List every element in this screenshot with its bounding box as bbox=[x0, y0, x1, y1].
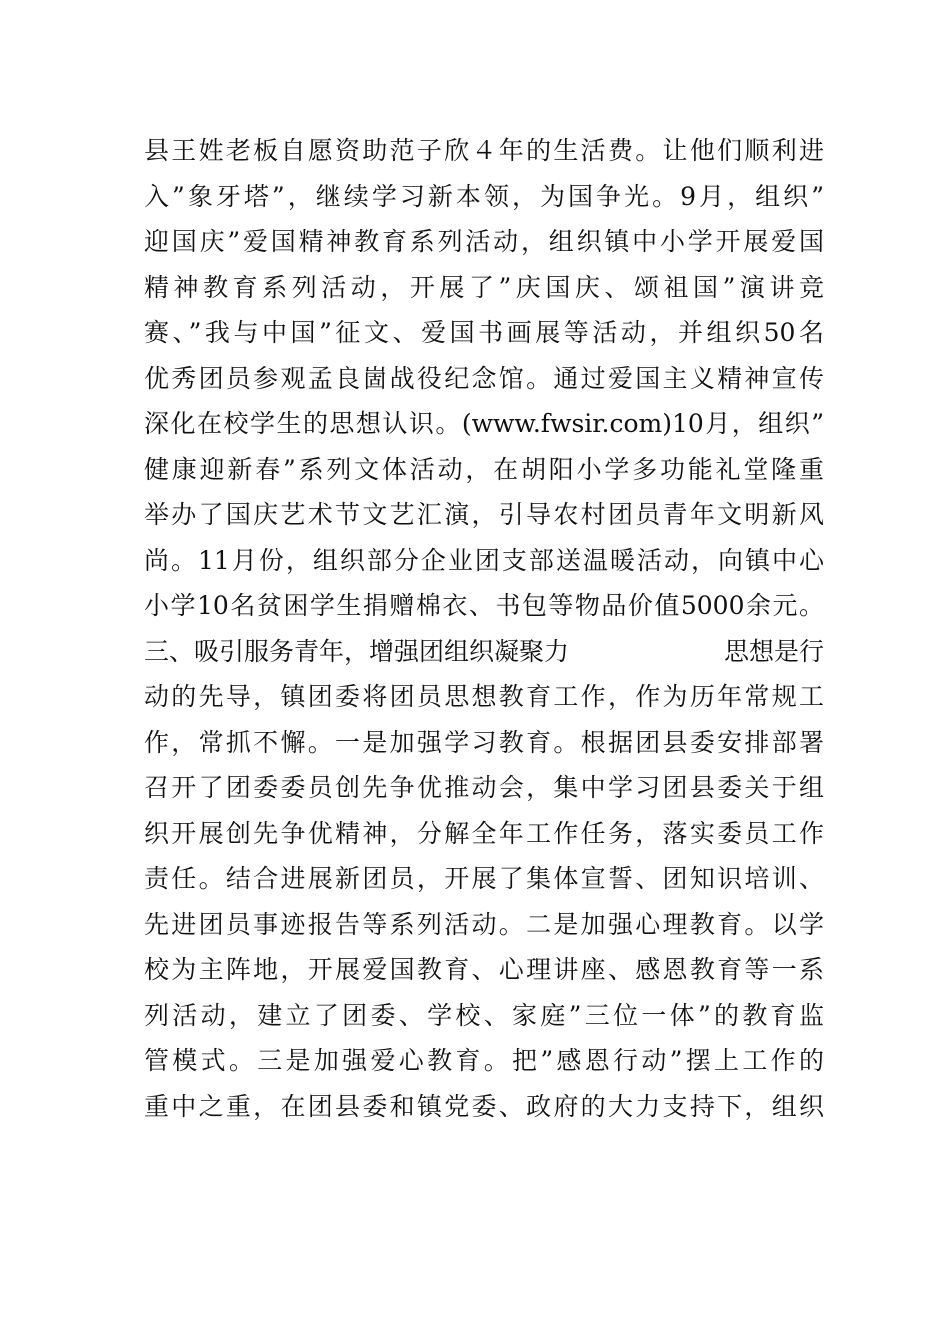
text-line: 先进团员事迹报告等系列活动。二是加强心理教育。以学 bbox=[144, 909, 824, 939]
text-line: 迎国庆”爱国精神教育系列活动，组织镇中小学开展爱国 bbox=[144, 227, 824, 256]
text-line: 小学10名贫困学生捐赠棉衣、书包等物品价值5000余元。 bbox=[144, 591, 824, 620]
text-line: 织开展创先争优精神，分解全年工作任务，落实委员工作 bbox=[144, 818, 824, 848]
paragraph-start: 思想是行 bbox=[723, 636, 824, 666]
text-line: 责任。结合进展新团员，开展了集体宣誓、团知识培训、 bbox=[144, 864, 824, 893]
text-line: 动的先导，镇团委将团员思想教育工作，作为历年常规工 bbox=[144, 682, 824, 711]
text-line: 举办了国庆艺术节文艺汇演，引导农村团员青年文明新风 bbox=[144, 500, 824, 529]
section-heading-line bbox=[144, 629, 824, 675]
body-text bbox=[144, 128, 824, 1129]
text-line: 县王姓老板自愿资助范子欣４年的生活费。让他们顺利进 bbox=[144, 136, 824, 165]
text-line: 尚。11月份，组织部分企业团支部送温暖活动，向镇中心 bbox=[144, 545, 824, 575]
text-line: 精神教育系列活动，开展了”庆国庆、颂祖国”演讲竞 bbox=[144, 272, 824, 302]
text-line: 优秀团员参观孟良崮战役纪念馆。通过爱国主义精神宣传 bbox=[144, 363, 824, 393]
text-line: 管模式。三是加强爱心教育。把”感恩行动”摆上工作的 bbox=[144, 1046, 824, 1075]
text-line: 重中之重，在团县委和镇党委、政府的大力支持下，组织 bbox=[144, 1091, 824, 1121]
text-line: 校为主阵地，开展爱国教育、心理讲座、感恩教育等一系 bbox=[144, 955, 824, 984]
text-line: 召开了团委委员创先争优推动会，集中学习团县委关于组 bbox=[144, 773, 824, 802]
section-heading: 三、吸引服务青年，增强团组织凝聚力 bbox=[144, 636, 570, 666]
text-line: 健康迎新春”系列文体活动，在胡阳小学多功能礼堂隆重 bbox=[144, 454, 824, 484]
text-line: 赛、”我与中国”征文、爱国书画展等活动，并组织50名 bbox=[144, 318, 824, 347]
text-line: 深化在校学生的思想认识。(www.fwsir.com)10月，组织” bbox=[144, 409, 824, 438]
text-line: 列活动，建立了团委、学校、家庭”三位一体”的教育监 bbox=[144, 1000, 824, 1030]
text-line: 入”象牙塔”，继续学习新本领，为国争光。9月，组织” bbox=[144, 181, 824, 211]
text-line: 作，常抓不懈。一是加强学习教育。根据团县委安排部署 bbox=[144, 727, 824, 757]
